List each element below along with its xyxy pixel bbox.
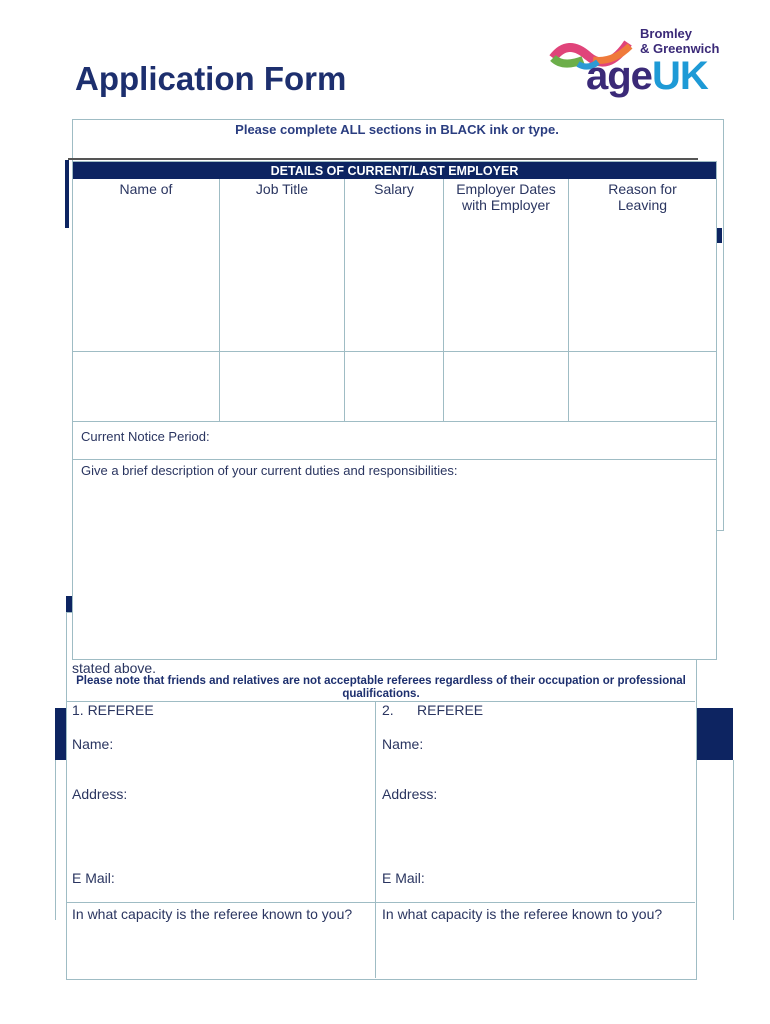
referee-address-field[interactable]: Address: (72, 786, 128, 802)
employer-table (72, 161, 717, 660)
table-cell[interactable] (220, 352, 345, 422)
logo-line-1: Bromley (640, 26, 693, 41)
duties-field[interactable]: Give a brief description of your current duties and responsibilities: (81, 463, 458, 478)
referee-heading: 1. REFEREE (72, 702, 154, 718)
background-line (55, 760, 56, 920)
column-header-name[interactable]: Name of (73, 179, 220, 352)
column-header-dates[interactable]: Employer Dates with Employer (444, 179, 569, 352)
divider (375, 701, 376, 978)
age-uk-logo (548, 24, 733, 100)
table-cell[interactable] (345, 352, 444, 422)
background-line (68, 158, 698, 160)
background-bar (693, 708, 733, 760)
divider (66, 902, 695, 903)
notice-period-field[interactable]: Current Notice Period: (73, 422, 716, 460)
referee-note: Please note that friends and relatives are not acceptable referees regardless of their occupation or professional qualifications. (76, 675, 686, 700)
column-header-reason[interactable]: Reason for Leaving (569, 179, 716, 352)
divider (66, 701, 695, 702)
referee-email-field[interactable]: E Mail: (72, 870, 115, 886)
referee-heading: 2. REFEREE (382, 702, 484, 718)
referee-address-field[interactable]: Address: (382, 786, 438, 802)
instruction-text: Please complete ALL sections in BLACK ink or type. (235, 122, 559, 137)
background-line (733, 760, 734, 920)
logo-word-uk: UK (651, 54, 708, 98)
logo-line-2: & Greenwich (640, 41, 720, 56)
column-header-salary[interactable]: Salary (345, 179, 444, 352)
logo-word-age: age (586, 54, 652, 98)
table-cell[interactable] (444, 352, 569, 422)
column-header-job-title[interactable]: Job Title (220, 179, 345, 352)
referee-capacity-field[interactable]: In what capacity is the referee known to you? (72, 906, 353, 922)
stated-above-text: stated above. (72, 660, 157, 676)
page-title: Application Form (75, 60, 347, 97)
employer-header: DETAILS OF CURRENT/LAST EMPLOYER (73, 162, 716, 179)
referee-name-field[interactable]: Name: (382, 736, 424, 752)
background-bar (65, 160, 69, 228)
referee-email-field[interactable]: E Mail: (382, 870, 425, 886)
table-cell[interactable] (73, 352, 220, 422)
table-cell[interactable] (569, 352, 716, 422)
referee-capacity-field[interactable]: In what capacity is the referee known to you? (382, 906, 663, 922)
referee-name-field[interactable]: Name: (72, 736, 114, 752)
